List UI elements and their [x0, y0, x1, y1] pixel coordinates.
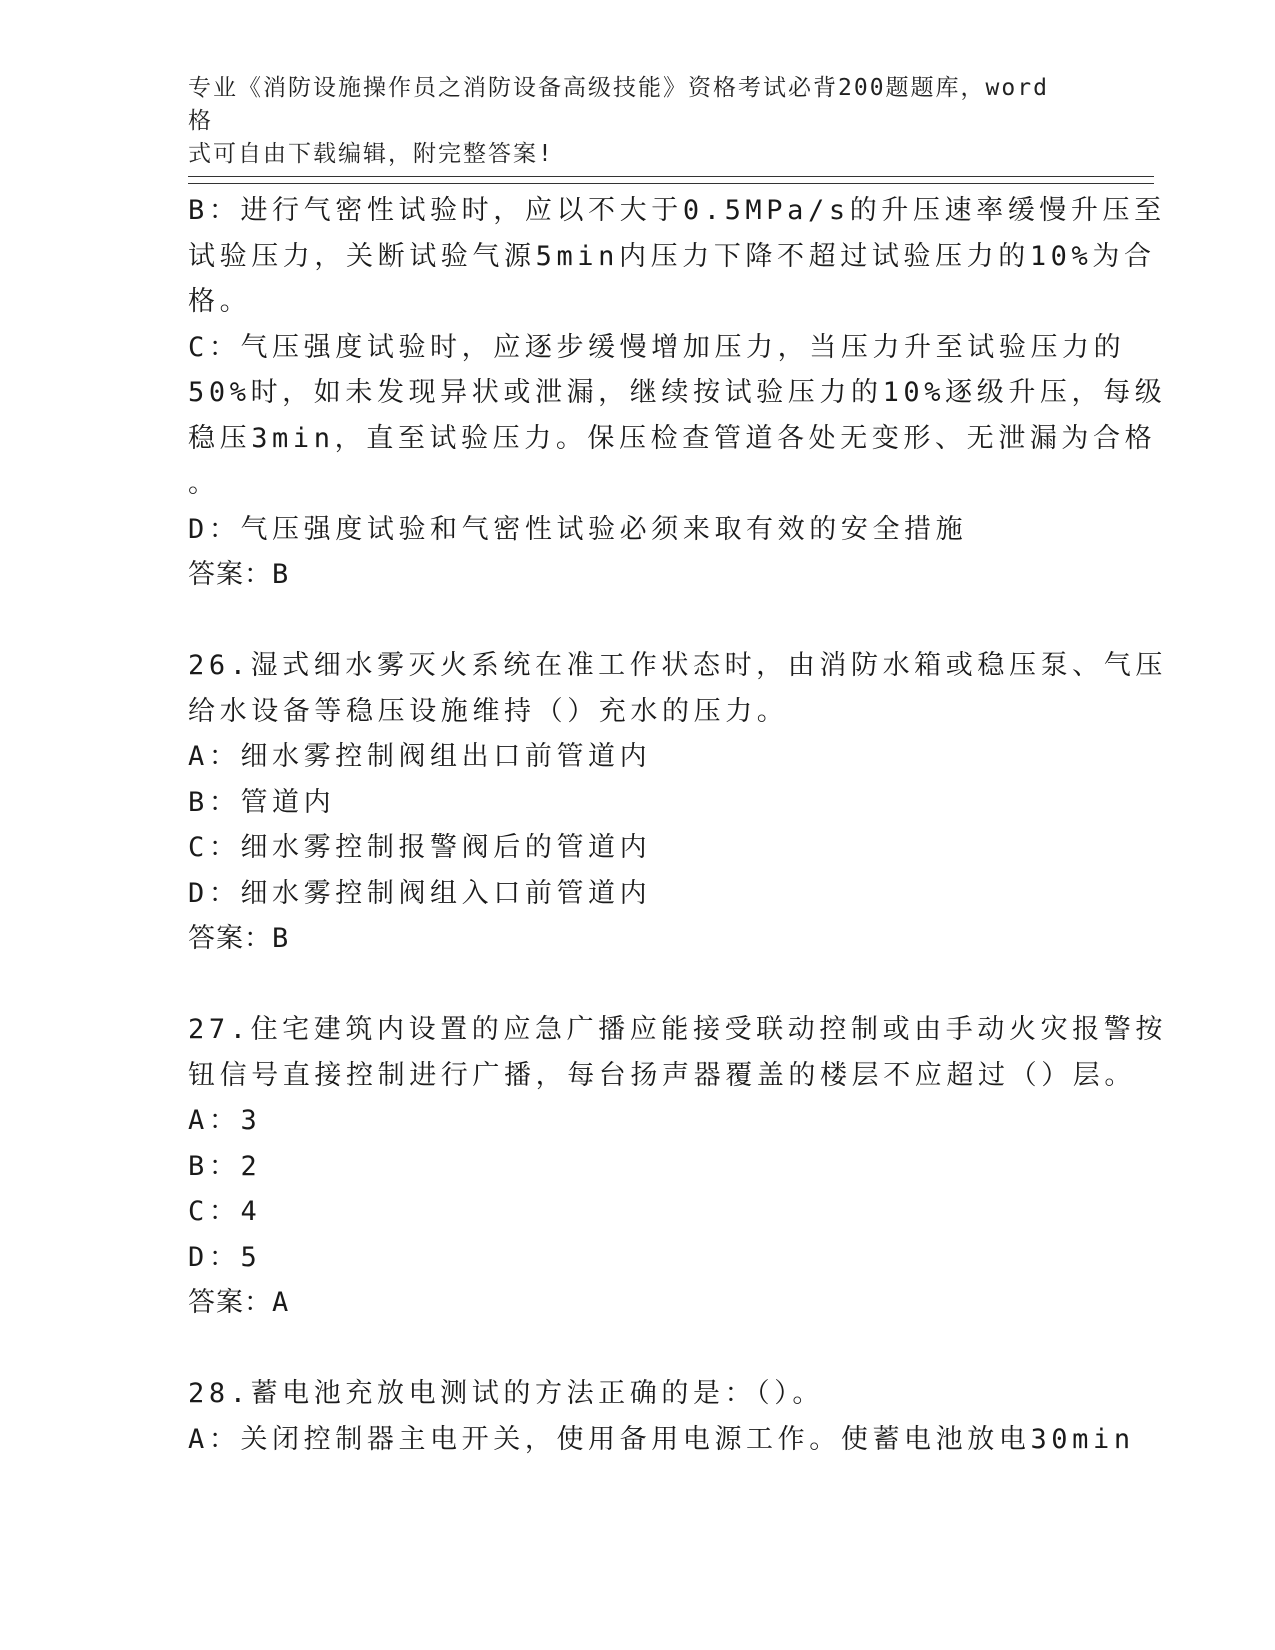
option-c-line-4: 。	[188, 468, 220, 499]
question-27-stem-line-1: 27.住宅建筑内设置的应急广播应能接受联动控制或由手动火灾报警按	[188, 1014, 1167, 1045]
answer-25: 答案：B	[188, 559, 290, 590]
document-header	[188, 72, 1068, 171]
spacer	[188, 1326, 1088, 1372]
question-27	[188, 1007, 1167, 1326]
option-b-line-1: B：进行气密性试验时，应以不大于0.5MPa/s的升压速率缓慢升压至	[188, 195, 1166, 226]
question-26-option-a: A：细水雾控制阀组出口前管道内	[188, 741, 652, 772]
option-c-line-3: 稳压3min，直至试验压力。保压检查管道各处无变形、无泄漏为合格	[188, 422, 1157, 454]
question-27-option-d: D：5	[188, 1241, 262, 1273]
header-rule-bottom	[188, 183, 1154, 184]
question-27-option-c: C：4	[188, 1196, 262, 1227]
answer-27: 答案：A	[188, 1287, 290, 1318]
question-26-option-d: D：细水雾控制阀组入口前管道内	[188, 877, 652, 909]
option-b-line-2: 试验压力，关断试验气源5min内压力下降不超过试验压力的10%为合	[188, 240, 1156, 272]
header-rule-top	[188, 176, 1154, 177]
option-d: D：气压强度试验和气密性试验必须来取有效的安全措施	[188, 513, 968, 545]
question-26-stem-line-2: 给水设备等稳压设施维持（）充水的压力。	[188, 695, 789, 727]
answer-26: 答案：B	[188, 923, 290, 954]
question-27-option-a: A：3	[188, 1105, 262, 1136]
question-content	[188, 188, 1167, 1462]
header-line-1: 专业《消防设施操作员之消防设备高级技能》资格考试必背200题题库，word格	[188, 75, 1049, 134]
spacer	[188, 962, 1088, 1008]
spacer	[188, 598, 1088, 644]
question-28	[188, 1371, 1135, 1462]
option-b-line-3: 格。	[188, 286, 252, 317]
question-27-option-b: B：2	[188, 1150, 262, 1182]
question-25-continued	[188, 188, 1167, 598]
question-28-stem: 28.蓄电池充放电测试的方法正确的是：（）。	[188, 1378, 824, 1409]
question-28-option-a: A：关闭控制器主电开关，使用备用电源工作。使蓄电池放电30min	[188, 1423, 1135, 1455]
option-c-line-1: C：气压强度试验时，应逐步缓慢增加压力，当压力升至试验压力的	[188, 331, 1126, 363]
header-line-2: 式可自由下载编辑，附完整答案!	[188, 141, 554, 167]
option-c-line-2: 50%时，如未发现异状或泄漏，继续按试验压力的10%逐级升压，每级	[188, 377, 1167, 408]
question-26	[188, 643, 1167, 962]
question-26-option-c: C：细水雾控制报警阀后的管道内	[188, 832, 652, 863]
question-26-option-b: B：管道内	[188, 786, 336, 818]
question-27-stem-line-2: 钮信号直接控制进行广播，每台扬声器覆盖的楼层不应超过（）层。	[188, 1059, 1136, 1091]
question-26-stem-line-1: 26.湿式细水雾灭火系统在准工作状态时，由消防水箱或稳压泵、气压	[188, 650, 1167, 681]
